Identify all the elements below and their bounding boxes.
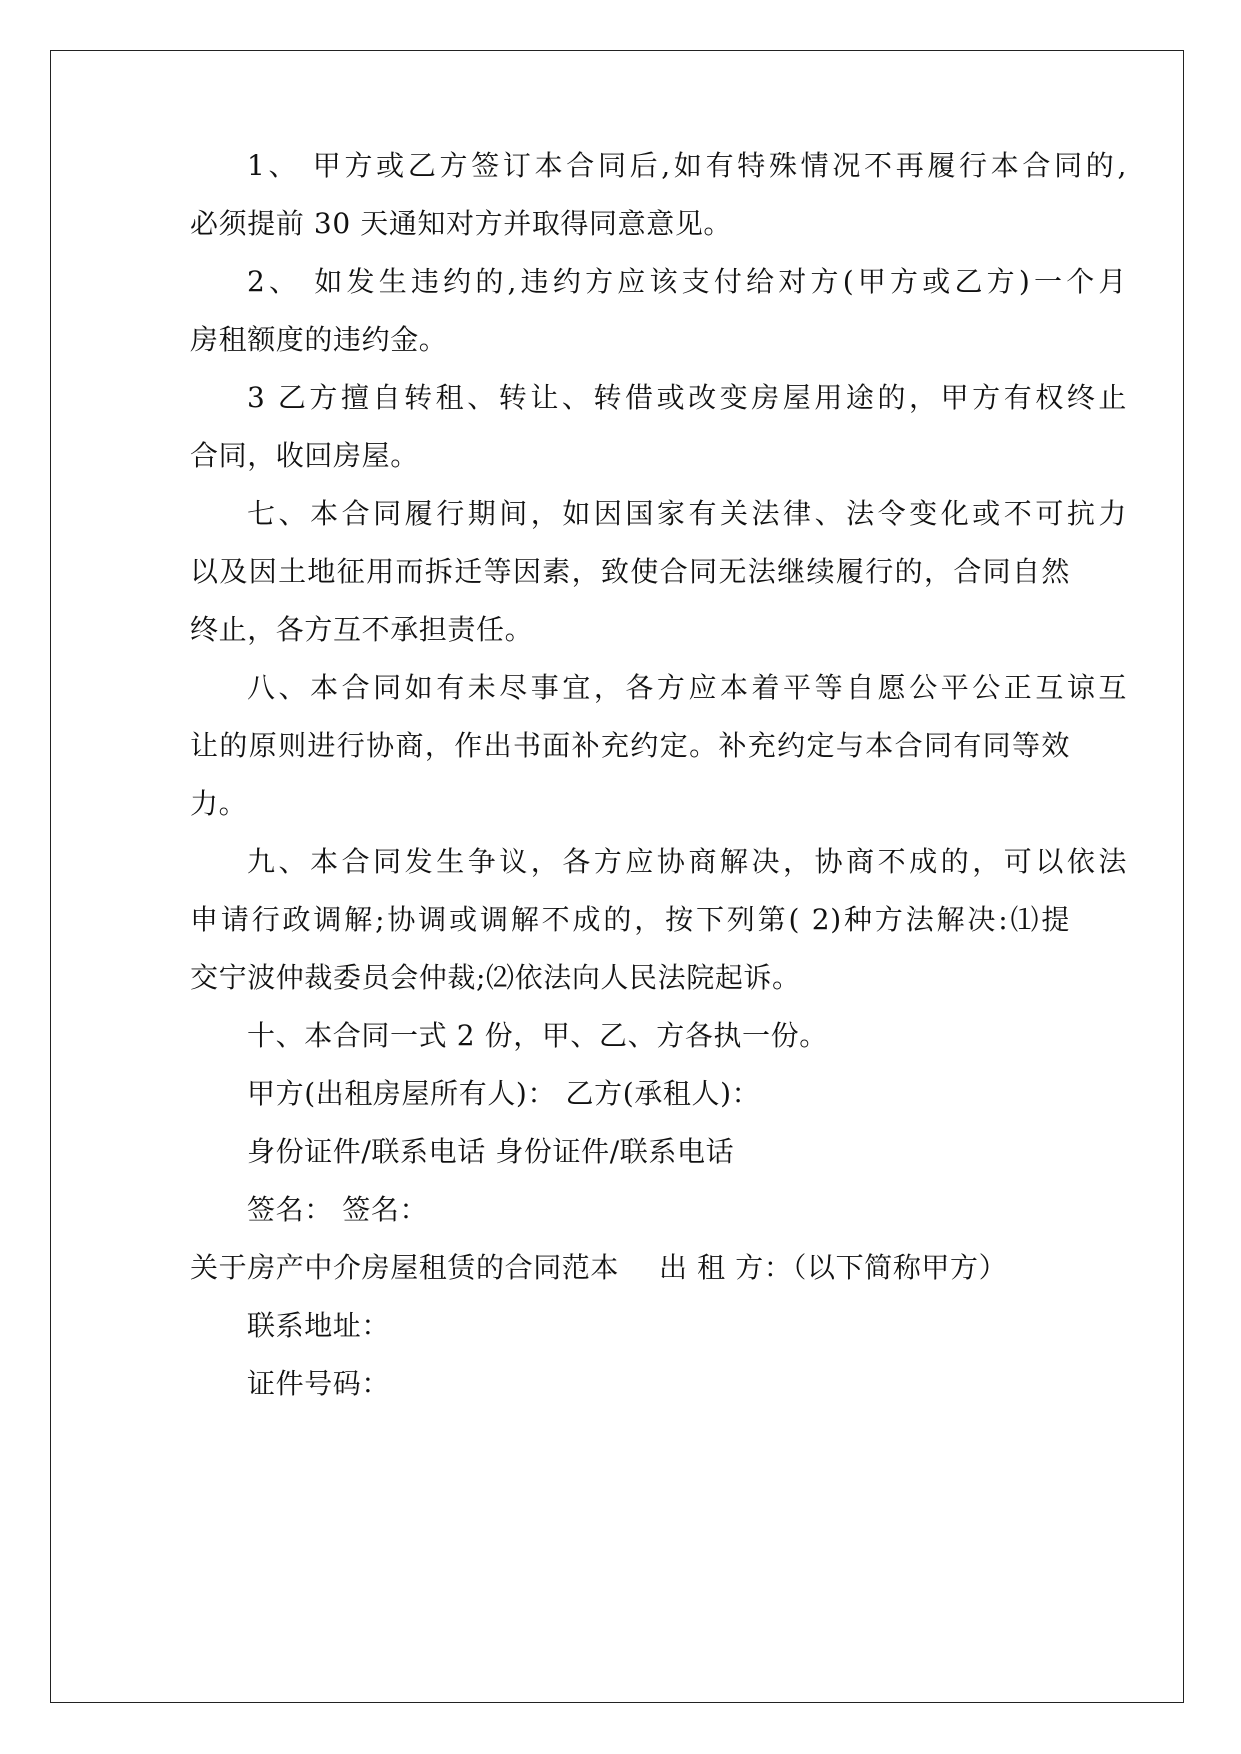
clause-1-line-1: 1、 甲方或乙方签订本合同后,如有特殊情况不再履行本合同的, (247, 149, 1127, 182)
contact-address-line: 联系地址： (247, 1309, 391, 1342)
article-7-line-3: 终止，各方互不承担责任。 (190, 613, 534, 646)
contract-heading-row (190, 1248, 1070, 1288)
signature-line: 签名： 签名： (247, 1193, 429, 1226)
article-9-line-3: 交宁波仲裁委员会仲裁;⑵依法向人民法院起诉。 (190, 961, 801, 994)
article-9-line-1: 九、本合同发生争议，各方应协商解决，协商不成的，可以依法 (247, 845, 1127, 878)
clause-2-line-2: 房租额度的违约金。 (190, 323, 448, 356)
lessor-label: 出 租 方：（以下简称甲方） (659, 1251, 1008, 1284)
id-phone-line: 身份证件/联系电话 身份证件/联系电话 (247, 1135, 735, 1168)
article-8-line-1: 八、本合同如有未尽事宜，各方应本着平等自愿公平公正互谅互 (247, 671, 1127, 704)
clause-3-line-2: 合同，收回房屋。 (190, 439, 419, 472)
clause-1-line-2: 必须提前 30 天通知对方并取得同意意见。 (190, 207, 733, 240)
article-10-line: 十、本合同一式 2 份，甲、乙、方各执一份。 (247, 1019, 828, 1052)
id-number-line: 证件号码： (247, 1367, 391, 1400)
article-7-line-2: 以及因土地征用而拆迁等因素，致使合同无法继续履行的，合同自然 (190, 555, 1070, 588)
article-8-line-2: 让的原则进行协商，作出书面补充约定。补充约定与本合同有同等效 (190, 729, 1070, 762)
clause-3-line-1: 3 乙方擅自转租、转让、转借或改变房屋用途的，甲方有权终止 (247, 381, 1127, 414)
contract-title: 关于房产中介房屋租赁的合同范本 (190, 1251, 620, 1284)
article-8-line-3: 力。 (190, 787, 248, 820)
clause-2-line-1: 2、 如发生违约的,违约方应该支付给对方(甲方或乙方)一个月 (247, 265, 1127, 298)
parties-line: 甲方(出租房屋所有人)： 乙方(承租人)： (247, 1077, 761, 1110)
article-7-line-1: 七、本合同履行期间，如因国家有关法律、法令变化或不可抗力 (247, 497, 1127, 530)
article-9-line-2: 申请行政调解;协调或调解不成的，按下列第( 2)种方法解决:⑴提 (190, 903, 1070, 936)
